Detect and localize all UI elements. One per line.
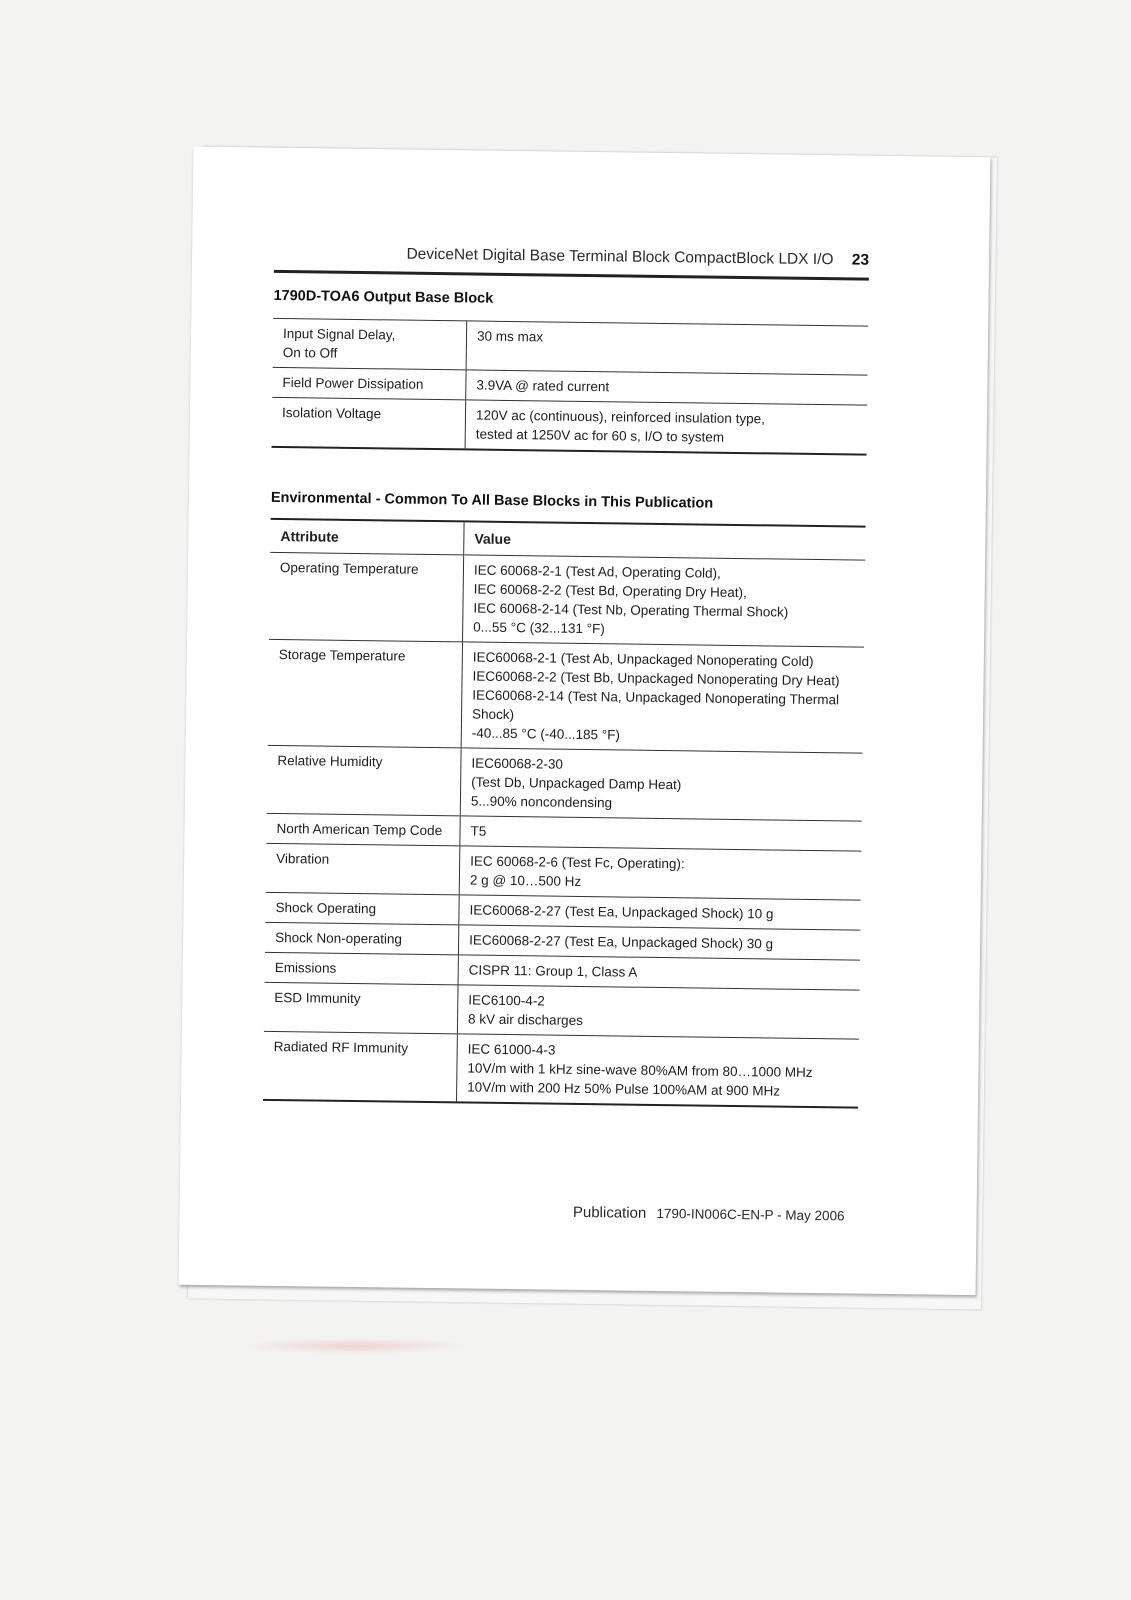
table-row bbox=[264, 982, 860, 1039]
value-cell bbox=[460, 748, 862, 821]
attribute-line: Operating Temperature bbox=[279, 560, 419, 577]
value-line: IEC 60068-2-2 (Test Bd, Operating Dry Heat), bbox=[473, 581, 747, 601]
header-title: DeviceNet Digital Base Terminal Block CompactBlock LDX I/O bbox=[406, 245, 834, 269]
value-line: -40...85 °C (-40...185 °F) bbox=[471, 725, 621, 743]
value-line: 120V ac (continuous), reinforced insulation type, bbox=[475, 407, 765, 427]
value-cell bbox=[465, 400, 867, 455]
attribute-line: Storage Temperature bbox=[278, 646, 406, 664]
attribute-line: Emissions bbox=[274, 959, 337, 976]
value-column-header: Value bbox=[464, 521, 866, 560]
table-row bbox=[263, 1031, 859, 1107]
output-block-title: 1790D-TOA6 Output Base Block bbox=[273, 287, 494, 307]
value-cell bbox=[457, 985, 859, 1039]
value-line: IEC60068-2-30 bbox=[471, 755, 564, 772]
attribute-cell bbox=[266, 813, 460, 846]
red-smudge-mark bbox=[240, 1338, 470, 1354]
table-row bbox=[272, 397, 868, 454]
value-cell bbox=[459, 846, 861, 900]
publication-footer bbox=[573, 1204, 845, 1225]
attribute-line: Relative Humidity bbox=[277, 752, 383, 770]
table-row bbox=[273, 318, 869, 375]
header-rule bbox=[274, 270, 869, 281]
attribute-line: Input Signal Delay, bbox=[282, 326, 396, 343]
table-row bbox=[269, 552, 865, 647]
table-row bbox=[266, 843, 862, 900]
attribute-cell bbox=[266, 843, 460, 895]
attribute-cell bbox=[263, 1031, 457, 1102]
value-cell bbox=[456, 1034, 858, 1108]
value-line: 30 ms max bbox=[476, 328, 544, 345]
value-line: IEC 60068-2-6 (Test Fc, Operating): bbox=[470, 853, 685, 872]
attribute-line: Shock Operating bbox=[275, 899, 377, 917]
environmental-title: Environmental - Common To All Base Blocks in This Publication bbox=[270, 489, 714, 512]
running-header bbox=[274, 244, 869, 270]
value-line: T5 bbox=[470, 823, 487, 839]
attribute-line: Field Power Dissipation bbox=[282, 375, 424, 392]
value-cell bbox=[461, 642, 864, 753]
attribute-cell bbox=[272, 367, 466, 400]
output-block-table bbox=[272, 318, 869, 456]
value-line: 10V/m with 200 Hz 50% Pulse 100%AM at 900 MHz bbox=[467, 1079, 781, 1099]
attribute-line: ESD Immunity bbox=[274, 989, 361, 1007]
output-block-rows bbox=[272, 318, 869, 454]
attribute-cell bbox=[265, 892, 459, 925]
attribute-line: Radiated RF Immunity bbox=[273, 1038, 409, 1056]
attribute-cell bbox=[269, 552, 464, 642]
value-line: IEC60068-2-1 (Test Ab, Unpackaged Nonoperating Cold) bbox=[472, 649, 814, 669]
page-content bbox=[261, 148, 871, 1294]
value-line: 5...90% noncondensing bbox=[470, 793, 613, 811]
value-line: IEC 60068-2-1 (Test Ad, Operating Cold), bbox=[473, 562, 721, 581]
table-row bbox=[268, 639, 864, 753]
value-line: IEC6100-4-2 bbox=[468, 992, 545, 1009]
attribute-cell bbox=[264, 982, 458, 1034]
attribute-cell bbox=[273, 318, 467, 370]
environmental-rows bbox=[263, 552, 865, 1107]
attribute-line: Isolation Voltage bbox=[281, 405, 382, 422]
environmental-table bbox=[263, 518, 866, 1109]
value-line: IEC 61000-4-3 bbox=[467, 1041, 556, 1058]
attribute-line: Shock Non-operating bbox=[275, 929, 403, 947]
value-line: IEC60068-2-2 (Test Bb, Unpackaged Nonoperating Dry Heat) bbox=[472, 668, 840, 689]
value-line: tested at 1250V ac for 60 s, I/O to system bbox=[475, 426, 725, 445]
value-line: 8 kV air discharges bbox=[467, 1011, 583, 1029]
document-page bbox=[179, 147, 991, 1295]
attribute-cell bbox=[265, 952, 459, 985]
attribute-column-header: Attribute bbox=[270, 519, 464, 555]
value-line: IEC60068-2-27 (Test Ea, Unpackaged Shock) 30 g bbox=[469, 932, 774, 952]
attribute-cell bbox=[268, 639, 463, 748]
table-row bbox=[267, 745, 863, 821]
attribute-cell bbox=[272, 397, 466, 449]
value-line: CISPR 11: Group 1, Class A bbox=[468, 962, 638, 980]
value-line: (Test Db, Unpackaged Damp Heat) bbox=[471, 774, 682, 793]
value-line: IEC60068-2-27 (Test Ea, Unpackaged Shock) 10 g bbox=[469, 902, 774, 922]
value-line: IEC 60068-2-14 (Test Nb, Operating Thermal Shock) bbox=[473, 600, 789, 620]
value-line: 3.9VA @ rated current bbox=[476, 377, 610, 395]
publication-label: Publication bbox=[572, 1203, 647, 1222]
value-cell bbox=[466, 321, 868, 375]
attribute-cell bbox=[267, 745, 461, 816]
attribute-line: North American Temp Code bbox=[276, 820, 443, 839]
attribute-line: On to Off bbox=[282, 345, 338, 361]
attribute-line: Vibration bbox=[276, 850, 330, 867]
value-cell bbox=[463, 555, 866, 647]
value-line: Shock) bbox=[471, 706, 515, 723]
value-line: IEC60068-2-14 (Test Na, Unpackaged Nonoperating Thermal bbox=[472, 687, 840, 708]
publication-code: 1790-IN006C-EN-P - May 2006 bbox=[656, 1205, 845, 1224]
value-line: 10V/m with 1 kHz sine-wave 80%AM from 80…1000 MHz bbox=[467, 1060, 813, 1081]
attribute-cell bbox=[265, 922, 459, 955]
page-number: 23 bbox=[851, 251, 870, 269]
value-line: 2 g @ 10…500 Hz bbox=[469, 872, 582, 889]
value-line: 0...55 °C (32...131 °F) bbox=[473, 619, 605, 637]
